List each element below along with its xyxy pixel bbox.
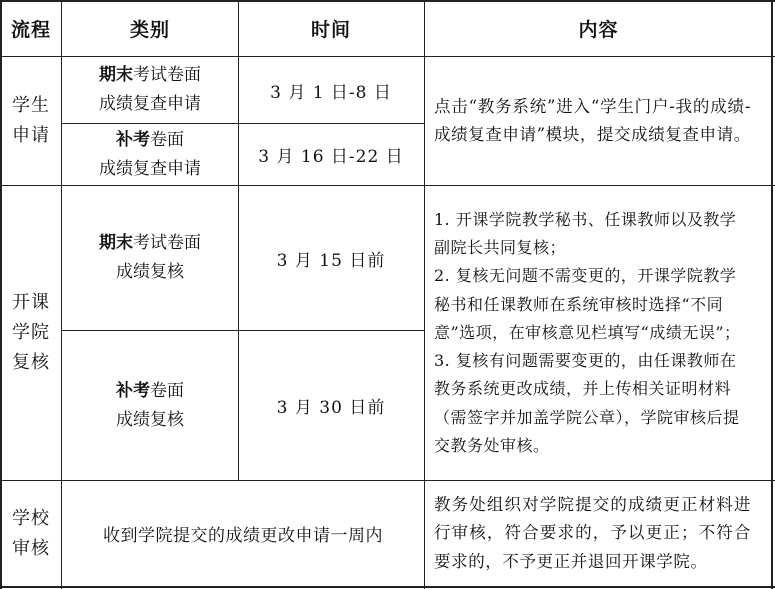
table-border-bottom bbox=[0, 586, 775, 588]
category-final-rest: 考试卷面 bbox=[133, 65, 201, 85]
header-flow: 流程 bbox=[10, 19, 51, 41]
category-final-bold: 期末 bbox=[99, 65, 133, 85]
header-time: 时间 bbox=[310, 19, 351, 41]
stage-college-review bbox=[0, 186, 62, 480]
stage-student-apply bbox=[0, 57, 62, 185]
category-makeup-review-rest: 卷面 bbox=[150, 380, 184, 401]
category-makeup-review-line2: 成绩复核 bbox=[116, 409, 184, 430]
content-school-review-text: 教务处组织对学院提交的成绩更正材料进行审核，符合要求的，予以更正；不符合要求的，不予更正并退回开课学院。 bbox=[434, 494, 751, 571]
header-category: 类别 bbox=[129, 19, 170, 41]
list-item: 2. 复核无问题不需变更的，开课学院教学秘书和任课教师在系统审核时选择“不同意”选项，在审核意见栏填写“成绩无误”； bbox=[434, 266, 741, 342]
stage-student-apply-line2: 申请 bbox=[12, 125, 50, 146]
time-final-review: 3 月 15 日前 bbox=[276, 250, 386, 271]
stage-college-review-line1: 开课 bbox=[12, 292, 50, 313]
list-item: 1. 开课学院教学秘书、任课教师以及教学副院长共同复核； bbox=[434, 210, 737, 258]
header-content: 内容 bbox=[578, 19, 619, 41]
category-makeup-review-bold: 补考 bbox=[116, 380, 150, 401]
category-final-recheck-apply bbox=[62, 57, 238, 123]
stage-school-review-line2: 审核 bbox=[12, 537, 50, 559]
category-final-review-bold: 期末 bbox=[99, 233, 133, 253]
content-student-apply-text: 点击“教务系统”进入“学生门户-我的成绩-成绩复查申请”模块，提交成绩复查申请。 bbox=[434, 96, 751, 144]
category-makeup-line2: 成绩复查申请 bbox=[99, 158, 201, 179]
content-student-apply bbox=[425, 57, 771, 185]
category-makeup-recheck-apply bbox=[62, 124, 238, 185]
stage-school-review bbox=[0, 481, 62, 586]
time-makeup-review: 3 月 30 日前 bbox=[276, 398, 386, 418]
category-makeup-review bbox=[62, 331, 238, 480]
category-final-review-line2: 成绩复核 bbox=[116, 262, 184, 282]
time-makeup-recheck-apply: 3 月 16 日-22 日 bbox=[258, 147, 404, 167]
category-makeup-rest: 卷面 bbox=[150, 129, 184, 150]
table-border-right bbox=[771, 0, 773, 589]
stage-college-review-line2: 学院 bbox=[12, 322, 50, 343]
list-item: 3. 复核有问题需要变更的，由任课教师在教务系统更改成绩，并上传相关证明材料（需签字并加盖学院公章），学院审核后提交教务处审核。 bbox=[434, 351, 740, 455]
stage-student-apply-line1: 学生 bbox=[12, 95, 50, 116]
content-college-review bbox=[425, 186, 771, 480]
time-final-recheck-apply: 3 月 1 日-8 日 bbox=[270, 82, 392, 103]
category-makeup-bold: 补考 bbox=[116, 129, 150, 150]
time-school-review: 收到学院提交的成绩更改申请一周内 bbox=[103, 526, 383, 546]
stage-college-review-line3: 复核 bbox=[12, 352, 50, 373]
category-final-review-rest: 考试卷面 bbox=[133, 233, 201, 253]
category-final-line2: 成绩复查申请 bbox=[99, 94, 201, 114]
stage-school-review-line1: 学校 bbox=[12, 507, 50, 529]
content-school-review bbox=[425, 481, 771, 586]
category-final-review bbox=[62, 186, 238, 330]
